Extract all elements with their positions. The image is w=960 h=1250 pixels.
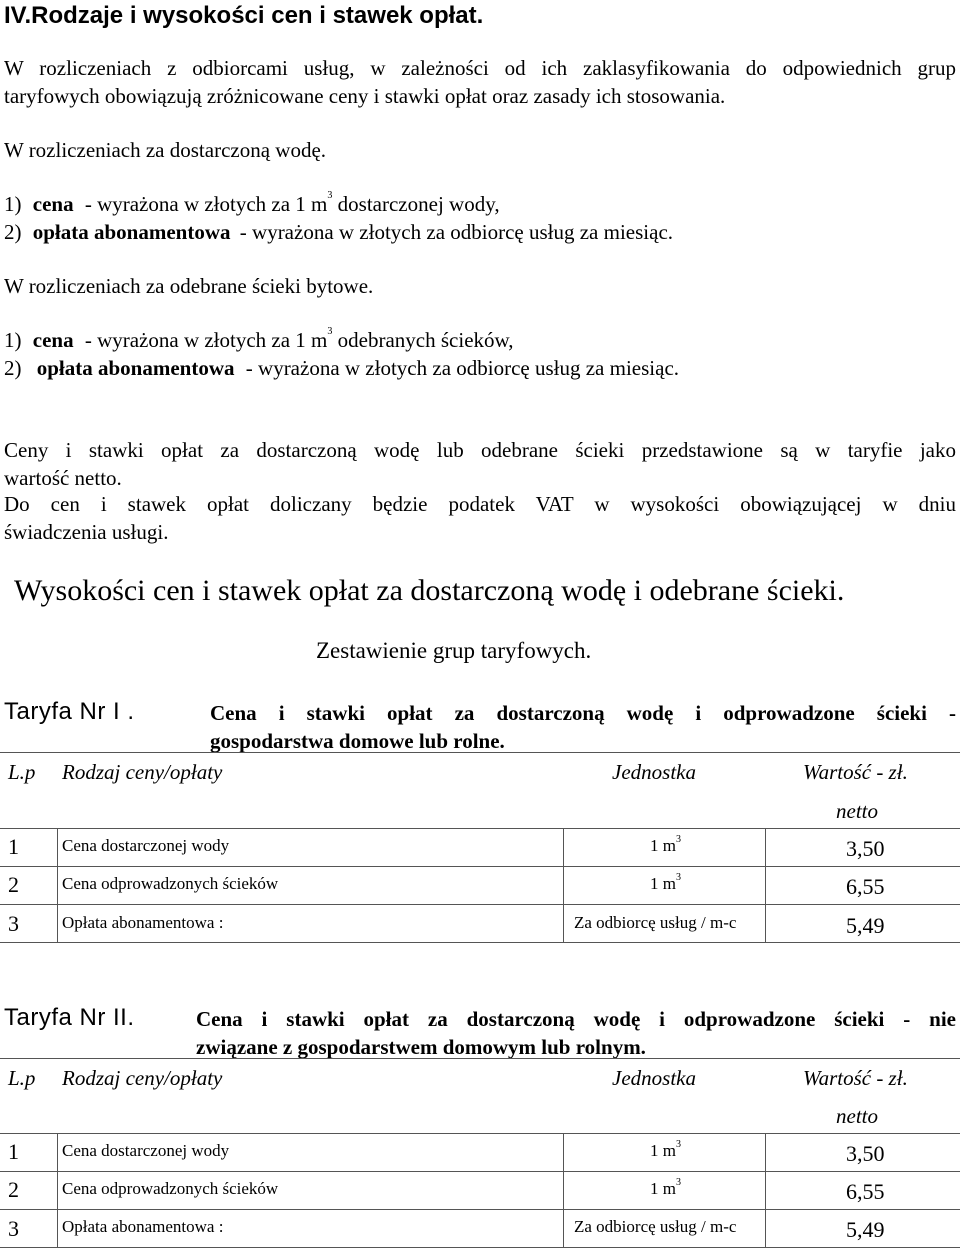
row-3-type: Opłata abonamentowa :	[62, 913, 224, 932]
row-3-type: Opłata abonamentowa :	[62, 1217, 224, 1236]
row-3-lp: 3	[8, 1216, 19, 1241]
table-line	[0, 1133, 960, 1134]
table-line	[57, 828, 58, 942]
note-1-line-2: wartość netto.	[4, 466, 122, 490]
row-3-unit: Za odbiorcę usług / m-c	[574, 1217, 737, 1236]
row-2-lp: 2	[8, 872, 19, 897]
item-text: - wyrażona w złotych za 1 m	[84, 328, 328, 352]
tariff-2-desc-line-2: związane z gospodarstwem domowym lub rolnym.	[196, 1035, 646, 1059]
tariff-1-name: Taryfa Nr I .	[4, 698, 135, 725]
superscript: 3	[327, 190, 333, 201]
table-line	[0, 942, 960, 943]
table-line	[57, 1133, 58, 1247]
row-1-unit	[650, 836, 681, 856]
water-heading: W rozliczeniach za dostarczoną wodę.	[4, 138, 327, 162]
note-1-line-1: Ceny i stawki opłat za dostarczoną wodę lub odebrane ścieki przedstawione są w taryfie jako	[4, 438, 956, 462]
row-1-type: Cena dostarczonej wody	[62, 1141, 230, 1160]
table-line	[765, 828, 766, 942]
row-2-value: 6,55	[846, 874, 885, 899]
superscript: 3	[675, 834, 681, 845]
item-number: 1)	[4, 328, 22, 352]
intro-line-1: W rozliczeniach z odbiorcami usług, w zależności od ich zaklasyfikowania do odpowiednich grup	[4, 56, 956, 80]
item-number: 2)	[4, 356, 22, 380]
water-item-1	[4, 192, 500, 217]
superscript: 3	[675, 872, 681, 883]
header-unit: Jednostka	[612, 1066, 696, 1090]
section-heading: IV.Rodzaje i wysokości cen i stawek opłat.	[4, 2, 484, 29]
item-text-post: odebranych ścieków,	[337, 328, 514, 352]
table-line	[0, 1247, 960, 1248]
header-lp: L.p	[8, 760, 36, 784]
row-1-type: Cena dostarczonej wody	[62, 836, 230, 855]
header-value: Wartość - zł.	[803, 1066, 908, 1090]
row-2-unit	[650, 874, 681, 894]
table-line	[0, 904, 960, 905]
unit-text: 1 m	[650, 874, 676, 893]
tariff-2-desc-line-1: Cena i stawki opłat za dostarczoną wodę i odprowadzone ścieki - nie	[196, 1007, 956, 1031]
item-text: - wyrażona w złotych za 1 m	[84, 192, 328, 216]
item-term: opłata abonamentowa	[32, 220, 231, 244]
item-number: 1)	[4, 192, 22, 216]
item-term: cena	[32, 192, 74, 216]
item-text: - wyrażona w złotych za odbiorcę usług za miesiąc.	[245, 356, 680, 380]
intro-line-2: taryfowych obowiązują zróżnicowane ceny i stawki opłat oraz zasady ich stosowania.	[4, 84, 726, 108]
header-unit: Jednostka	[612, 760, 696, 784]
row-1-lp: 1	[8, 834, 19, 859]
table-line	[765, 1133, 766, 1247]
table-line	[0, 828, 960, 829]
superscript: 3	[327, 326, 333, 337]
header-type: Rodzaj ceny/opłaty	[62, 760, 223, 784]
row-1-value: 3,50	[846, 1141, 885, 1166]
tariff-2-name: Taryfa Nr II.	[4, 1004, 135, 1031]
item-term: opłata abonamentowa	[36, 356, 235, 380]
note-2-line-1: Do cen i stawek opłat doliczany będzie podatek VAT w wysokości obowiązującej w dniu	[4, 492, 956, 516]
item-number: 2)	[4, 220, 22, 244]
table-line	[563, 828, 564, 942]
row-2-value: 6,55	[846, 1179, 885, 1204]
row-3-value: 5,49	[846, 913, 885, 938]
table-line	[0, 1058, 960, 1059]
header-type: Rodzaj ceny/opłaty	[62, 1066, 223, 1090]
unit-text: 1 m	[650, 1179, 676, 1198]
row-3-unit: Za odbiorcę usług / m-c	[574, 913, 737, 932]
row-1-lp: 1	[8, 1139, 19, 1164]
row-2-unit	[650, 1179, 681, 1199]
superscript: 3	[675, 1139, 681, 1150]
row-3-value: 5,49	[846, 1217, 885, 1242]
row-2-type: Cena odprowadzonych ścieków	[62, 874, 279, 893]
item-text-post: dostarczonej wody,	[337, 192, 500, 216]
table-line	[0, 1171, 960, 1172]
superscript: 3	[675, 1177, 681, 1188]
sewage-item-1	[4, 328, 514, 353]
header-value-netto: netto	[836, 799, 878, 823]
row-1-unit	[650, 1141, 681, 1161]
water-item-2	[4, 220, 673, 245]
row-3-lp: 3	[8, 911, 19, 936]
note-2-line-2: świadczenia usługi.	[4, 520, 169, 544]
table-line	[0, 752, 960, 753]
sewage-heading: W rozliczeniach za odebrane ścieki bytowe.	[4, 274, 374, 298]
subtitle: Zestawienie grup taryfowych.	[316, 638, 592, 663]
unit-text: 1 m	[650, 836, 676, 855]
header-lp: L.p	[8, 1066, 36, 1090]
item-text: - wyrażona w złotych za odbiorcę usług za miesiąc.	[239, 220, 674, 244]
table-line	[0, 1209, 960, 1210]
row-2-lp: 2	[8, 1177, 19, 1202]
main-title: Wysokości cen i stawek opłat za dostarczoną wodę i odebrane ścieki.	[14, 574, 845, 607]
tariff-1-desc-line-1: Cena i stawki opłat za dostarczoną wodę i odprowadzone ścieki -	[210, 701, 956, 725]
header-value: Wartość - zł.	[803, 760, 908, 784]
table-line	[0, 866, 960, 867]
row-2-type: Cena odprowadzonych ścieków	[62, 1179, 279, 1198]
unit-text: 1 m	[650, 1141, 676, 1160]
item-term: cena	[32, 328, 74, 352]
tariff-1-desc-line-2: gospodarstwa domowe lub rolne.	[210, 729, 505, 753]
table-line	[563, 1133, 564, 1247]
header-value-netto: netto	[836, 1104, 878, 1128]
row-1-value: 3,50	[846, 836, 885, 861]
sewage-item-2	[4, 356, 679, 381]
